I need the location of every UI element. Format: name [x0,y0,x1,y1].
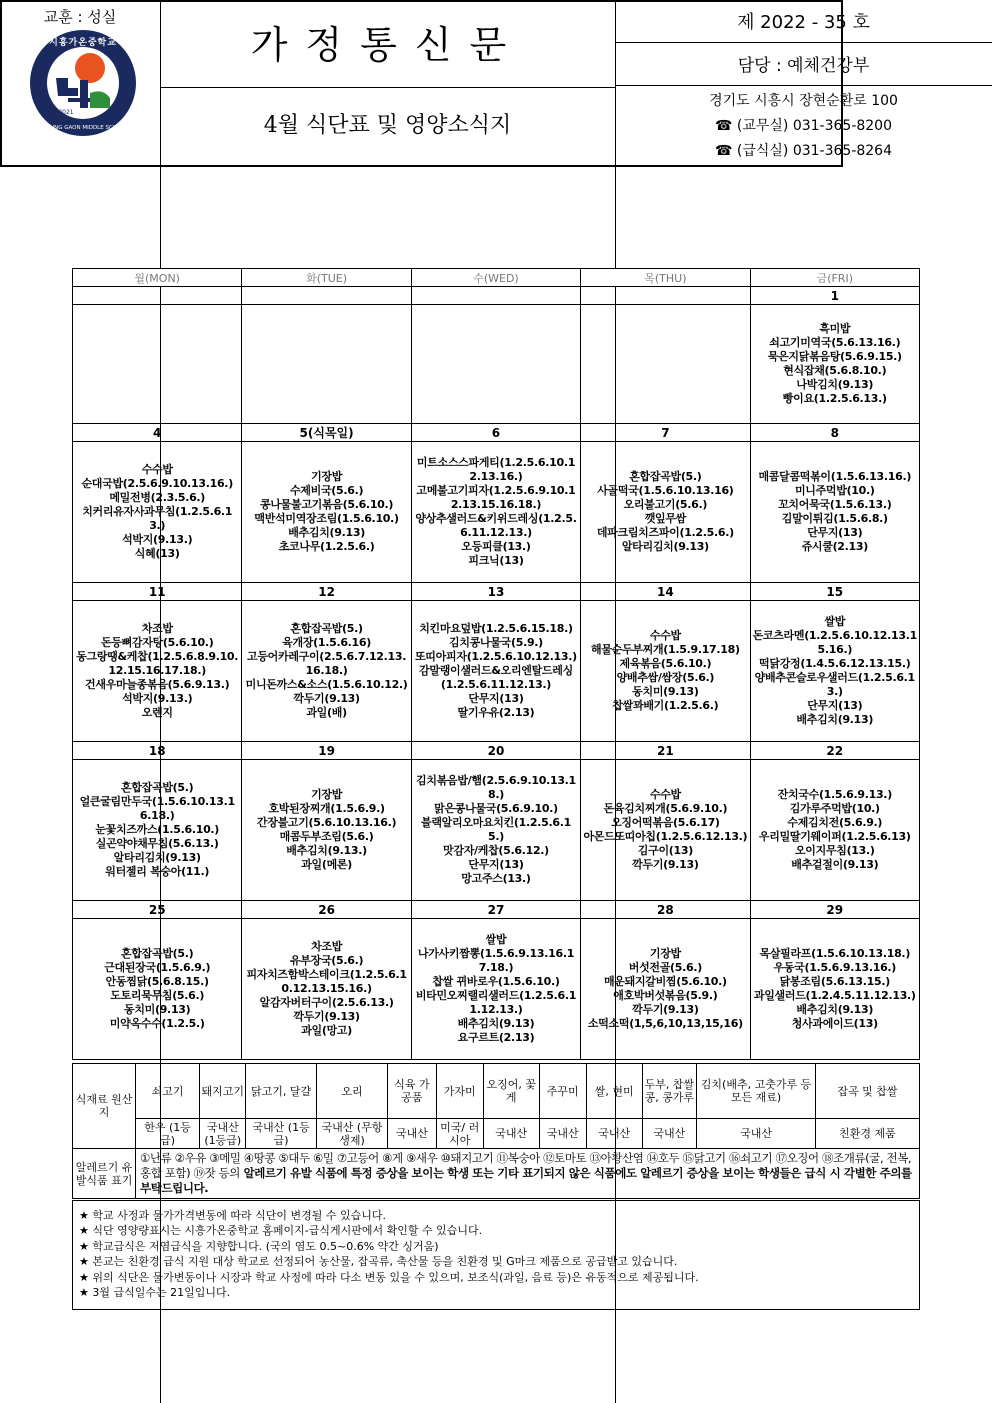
menu-item: 식혜(13) [134,547,180,560]
menu-cell [750,601,919,742]
menu-item: 기장밥 [649,947,681,960]
date-cell: 8 [750,424,919,442]
origin-item: 가자미 [436,1064,483,1119]
menu-item: 목살필라프(1.5.6.10.13.18.) [759,947,911,960]
menu-item: 블랙알리오마요치킨(1.2.5.6.15.) [421,816,571,843]
day-header: 목(THU) [581,269,750,287]
menu-item: 차조밥 [311,940,343,953]
menu-item: 쇠고기미역국(5.6.13.16.) [769,336,901,349]
menu-cell [73,760,242,901]
menu-item: 매콤두부조림(5.6.) [279,830,374,843]
menu-item: 유부장국(5.6.) [289,954,364,967]
origin-item: 닭고기, 달걀 [246,1064,316,1119]
menu-row [73,305,920,424]
date-cell: 22 [750,742,919,760]
note-line: ★ 3월 급식일수는 21일입니다. [79,1286,231,1300]
note-line: ★ 본교는 친환경 급식 지원 대상 학교로 선정되어 농산물, 잡곡류, 축산물 등을 친환경 및 G마크 제품으로 공급받고 있습니다. [79,1255,678,1269]
menu-item: 배추김치(9.13) [457,1017,535,1030]
menu-item: 배추겉절이(9.13) [791,858,879,871]
menu-item: 돈육김치찌개(5.6.9.10.) [603,802,728,815]
menu-item: 매운돼지갈비찜(5.6.10.) [603,975,727,988]
page-subtitle: 4월 식단표 및 영양소식지 [263,113,512,138]
menu-item: 닭봉조림(5.6.13.15.) [779,975,890,988]
menu-item: 안동찜닭(5.6.8.15.) [105,975,209,988]
date-row [73,583,920,601]
menu-item: 쥬시쿨(2.13) [801,540,868,553]
menu-item: 고메불고기피자(1.2.5.6.9.10.12.13.15.16.18.) [416,484,576,511]
menu-item: 또띠아피자(1.2.5.6.10.12.13.) [415,650,577,663]
menu-item: 버섯전골(5.6.) [628,961,702,974]
menu-cell [242,601,411,742]
origin-value: 국내산 [586,1119,642,1149]
origin-item: 오리 [316,1064,387,1119]
menu-item: 망고주스(13.) [461,872,531,885]
menu-item: 혼합잡곡밥(5.) [121,781,194,794]
origin-value: 국내산 [642,1119,697,1149]
menu-item: 동치미(9.13) [124,1003,191,1016]
note-line: ★ 학교 사정과 물가가격변동에 따라 식단이 변경될 수 있습니다. [79,1209,386,1222]
menu-item: 알감자버터구이(2.5.6.13.) [259,996,394,1009]
menu-item: 미니주먹밥(10.) [794,484,875,497]
date-cell [581,287,750,305]
menu-item: 얼큰굴림만두국(1.5.6.10.13.16.18.) [79,795,235,822]
menu-item: 맑은콩나물국(5.6.9.10.) [434,802,558,815]
menu-cell [581,305,750,424]
origin-value: 국내산 [539,1119,586,1149]
menu-item: 딸기우유(2.13) [457,706,535,719]
meal-calendar [72,268,920,1060]
date-cell: 14 [581,583,750,601]
menu-item: 워터젤리 복숭아(11.) [105,865,210,878]
origin-value: 국내산 [483,1119,539,1149]
origin-item: 잡곡 및 찹쌀 [815,1064,919,1119]
menu-item: 애호박버섯볶음(5.9.) [613,989,718,1002]
menu-item: 미트소스스파게티(1.2.5.6.10.12.13.16.) [416,456,576,483]
menu-cell [581,601,750,742]
menu-cell [750,760,919,901]
menu-item: 찹쌀 뀌바로우(1.5.6.10.) [432,975,560,988]
menu-cell [411,760,580,901]
menu-item: 오렌지 [141,706,173,719]
menu-item: 간장불고기(5.6.10.13.16.) [256,816,397,829]
menu-item: 나박김치(9.13) [796,378,874,391]
menu-item: 흑미밥 [819,322,851,335]
menu-item: 혼합잡곡밥(5.) [121,947,194,960]
menu-item: 수수밥 [649,629,681,642]
menu-row [73,760,920,901]
menu-item: 오징어떡볶음(5.6.17) [611,816,720,829]
menu-item: 오이지무침(13.) [794,844,875,857]
date-cell: 19 [242,742,411,760]
menu-item: 비타민오찌랠리샐러드(1.2.5.6.11.12.13.) [415,989,577,1016]
menu-item: 깻잎무쌈 [644,512,687,525]
day-header: 금(FRI) [750,269,919,287]
menu-item: 고등어카레구이(2.5.6.7.12.13.16.18.) [247,650,407,677]
menu-item: 과일샐러드(1.2.4.5.11.12.13.) [753,989,916,1002]
school-motto: 교훈 : 성실 [43,8,117,26]
school-logo [28,28,138,138]
note-line: ★ 학교급식은 저염급식을 지향합니다. (국의 염도 0.5~0.6% 약간 싱거움) [79,1239,439,1253]
menu-item: 동그랑땡&케찹(1.2.5.6.8.9.10.12.15.16.17.18.) [76,650,239,677]
menu-item: 차조밥 [141,622,173,635]
menu-item: 나가사키짬뽕(1.5.6.9.13.16.17.18.) [417,947,575,974]
school-address: 경기도 시흥시 장현순환로 100 [709,93,898,109]
menu-cell [750,442,919,583]
menu-item: 단무지(13) [468,692,524,705]
date-cell: 21 [581,742,750,760]
menu-cell [73,305,242,424]
origin-item: 쌀, 현미 [586,1064,642,1119]
menu-row [73,919,920,1060]
menu-item: 쌀밥 [485,933,507,946]
menu-item: 과일(망고) [301,1024,352,1037]
menu-item: 김가루주먹밥(10.) [789,802,880,815]
menu-item: 김치볶음밥/햄(2.5.6.9.10.13.18.) [416,774,576,801]
menu-cell [242,442,411,583]
date-row [73,742,920,760]
menu-item: 꼬치어묵국(1.5.6.13.) [778,498,892,511]
menu-item: 오리불고기(5.6.) [623,498,708,511]
calendar-body [73,287,920,1060]
menu-item: 김치콩나물국(5.9.) [449,636,543,649]
menu-cell [411,919,580,1060]
origin-value: 미국/ 러시아 [436,1119,483,1149]
menu-item: 오등피클(13.) [461,540,531,553]
menu-item: 피크닉(13) [468,554,524,567]
date-cell: 25 [73,901,242,919]
menu-item: 우리밀딸기웨이퍼(1.2.5.6.13) [758,830,911,843]
menu-item: 깍두기(9.13) [632,858,699,871]
menu-cell [581,919,750,1060]
date-cell [242,287,411,305]
menu-cell [242,760,411,901]
menu-item: 단무지(13) [807,699,863,712]
menu-item: 양상추샐러드&키위드레싱(1.2.5.6.11.12.13.) [415,512,577,539]
department: 담당 : 예체건강부 [737,56,870,76]
menu-item: 사골떡국(1.5.6.10.13.16) [597,484,734,497]
menu-item: 깍두기(9.13) [293,692,360,705]
date-cell: 4 [73,424,242,442]
date-cell [411,287,580,305]
menu-item: 수제비국(5.6.) [289,484,364,497]
menu-cell [581,442,750,583]
origin-item: 돼지고기 [200,1064,246,1119]
origin-table [72,1063,920,1199]
menu-item: 석박지(9.13.) [122,533,193,546]
menu-item: 양배추쌈/쌈장(5.6.) [616,671,715,684]
origin-value: 한우 (1등급) [136,1119,200,1149]
notes-box [72,1200,920,1310]
allergy-label: 알레르기 유발식품 표기 [73,1149,136,1199]
menu-item: 콩나물불고기볶음(5.6.10.) [260,498,394,511]
menu-item: 피자치즈함박스테이크(1.2.5.6.10.12.13.15.16.) [246,968,407,995]
menu-item: 호박된장찌개(1.5.6.9.) [268,802,385,815]
menu-item: 수수밥 [649,788,681,801]
menu-item: 찹쌀꽈배기(1.2.5.6.) [612,699,719,712]
menu-item: 배추김치(9.13) [288,526,365,539]
page-title: 가정통신문 [250,23,525,67]
menu-cell [581,760,750,901]
menu-item: 우동국(1.5.6.9.13.16.) [773,961,897,974]
allergy-warning: 알레르기 유발 식품에 특정 증상을 보이는 학생 또는 기타 표기되지 않은 식품에도 알레르기 증상을 보이는 학생들은 급식 시 각별한 주의를 부탁드립니다. [140,1166,912,1195]
date-cell: 6 [411,424,580,442]
menu-item: 빵이요(1.2.5.6.13.) [782,392,887,405]
menu-item: 돈등뼈감자탕(5.6.10.) [100,636,214,649]
menu-item: 떡닭강정(1.4.5.6.12.13.15.) [759,657,911,670]
menu-item: 단무지(13) [468,858,524,871]
note-line: ★ 위의 식단은 물가변동이나 시장과 학교 사정에 따라 다소 변동 있을 수 있으며, 보조식(과일, 음료 등)은 유동적으로 제공됩니다. [79,1270,699,1284]
cafeteria-phone: ☎ (급식실) 031-365-8264 [714,143,892,159]
menu-item: 김구이(13) [637,844,693,857]
menu-item: 쌀밥 [824,615,846,628]
menu-item: 치커리유자사과무침(1.2.5.6.13.) [82,505,233,532]
menu-item: 실곤약야채무침(5.6.13.) [95,837,219,850]
day-header: 화(TUE) [242,269,411,287]
menu-item: 양배추콘슬로우샐러드(1.2.5.6.13.) [754,671,915,698]
menu-item: 감말랭이샐러드&오리엔탈드레싱(1.2.5.6.11.12.13.) [419,664,573,691]
menu-cell [73,442,242,583]
menu-item: 청사과에이드(13) [791,1017,878,1030]
menu-item: 수제김치전(5.6.9.) [787,816,883,829]
menu-item: 아몬드또띠아칩(1.2.5.6.12.13.) [583,830,748,843]
menu-item: 눈꽃치즈까스(1.5.6.10.) [95,823,220,836]
menu-item: 초코나무(1.2.5.6.) [278,540,375,553]
menu-item: 혼합잡곡밥(5.) [629,470,702,483]
origin-item: 식육 가공품 [388,1064,436,1119]
menu-cell [750,305,919,424]
menu-item: 치킨마요덮밥(1.2.5.6.15.18.) [419,622,573,635]
menu-item: 과일(배) [306,706,347,719]
menu-item: 단무지(13) [807,526,863,539]
menu-item: 제육볶음(5.6.10.) [619,657,712,670]
header-box [0,0,898,167]
day-header: 월(MON) [73,269,242,287]
menu-item: 매콤달콤떡볶이(1.5.6.13.16.) [758,470,912,483]
menu-cell [411,305,580,424]
menu-item: 근대된장국(1.5.6.9.) [104,961,211,974]
menu-item: 깍두기(9.13) [632,1003,699,1016]
origin-value: 친환경 제품 [815,1119,919,1149]
menu-item: 잔치국수(1.5.6.9.13.) [777,788,892,801]
menu-item: 순대국밥(2.5.6.9.10.13.16.) [81,477,233,490]
menu-cell [411,442,580,583]
menu-cell [411,601,580,742]
date-cell: 26 [242,901,411,919]
menu-cell [73,601,242,742]
menu-item: 과일(메론) [301,858,352,871]
menu-item: 돈코츠라멘(1.2.5.6.10.12.13.15.16.) [752,629,917,656]
allergy-info [136,1149,920,1199]
menu-item: 기장밥 [311,788,343,801]
date-cell: 29 [750,901,919,919]
menu-item: 기장밥 [311,470,343,483]
origin-item: 오징어, 꽃게 [483,1064,539,1119]
origin-value: 국내산 [697,1119,816,1149]
menu-item: 맥반석미역장조림(1.5.6.10.) [254,512,399,525]
menu-row [73,601,920,742]
menu-item: 김말이튀김(1.5.6.8.) [781,512,888,525]
date-cell: 27 [411,901,580,919]
office-phone: ☎ (교무실) 031-365-8200 [714,118,892,134]
date-cell: 5(식목일) [242,424,411,442]
menu-item: 데파크림치즈파이(1.2.5.6.) [596,526,734,539]
date-row [73,287,920,305]
issue-number: 제 2022 - 35 호 [737,12,870,33]
menu-cell [750,919,919,1060]
svg-text:SIHEUNG GAON MIDDLE SCHOOL: SIHEUNG GAON MIDDLE SCHOOL [37,125,129,131]
origin-value: 국내산 (무항생제) [316,1119,387,1149]
menu-item: 동치미(9.13) [632,685,699,698]
menu-item: 소떡소떡(1,5,6,10,13,15,16) [587,1017,743,1030]
menu-item: 미니돈까스&소스(1.5.6.10.12.) [245,678,408,691]
allergy-items: ①난류 ②우유 ③메밀 ④땅콩 ⑤대두 ⑥밀 ⑦고등어 ⑧게 ⑨새우 ⑩돼지고기 ⑪복숭아 ⑫토마토 ⑬아황산염 ⑭호두 ⑮닭고기 ⑯쇠고기 ⑰오징어 ⑱조개류(굴, 전복, 홍합 포함) ⑲잣 등의 [140,1151,912,1180]
date-cell: 11 [73,583,242,601]
date-row [73,424,920,442]
menu-cell [242,305,411,424]
origin-item: 주꾸미 [539,1064,586,1119]
menu-item: 배추김치(9.13.) [286,844,367,857]
menu-item: 메밀전병(2.3.5.6.) [109,491,206,504]
date-cell: 28 [581,901,750,919]
note-line: ★ 식단 영양량표시는 시흥가온중학교 홈페이지-급식게시판에서 확인할 수 있습니다. [79,1224,483,1238]
menu-row [73,442,920,583]
origin-value: 국내산 [388,1119,436,1149]
menu-item: 배추김치(9.13) [796,1003,874,1016]
menu-item: 알타리김치(9.13) [113,851,201,864]
origin-item: 김치(배추, 고춧가루 등 모든 재료) [697,1064,816,1119]
date-cell: 7 [581,424,750,442]
date-row [73,901,920,919]
date-cell: 13 [411,583,580,601]
menu-item: 수수밥 [141,463,173,476]
date-cell: 12 [242,583,411,601]
date-cell: 20 [411,742,580,760]
menu-item: 도토리묵무침(5.6.) [110,989,205,1002]
date-cell: 1 [750,287,919,305]
menu-cell [242,919,411,1060]
menu-item: 깍두기(9.13) [293,1010,360,1023]
menu-item: 배추김치(9.13) [796,713,874,726]
origin-item: 두부, 찹쌀콩, 콩가루 [642,1064,697,1119]
menu-item: 미약옥수수(1.2.5.) [109,1017,205,1030]
origin-label: 식재료 원산지 [73,1064,136,1149]
menu-item: 맛감자/케찹(5.6.12.) [443,844,549,857]
svg-text:시흥가온중학교: 시흥가온중학교 [49,38,117,48]
origin-value: 국내산 (1등급) [200,1119,246,1149]
menu-item: 육개장(1.5.6.16) [282,636,371,649]
menu-item: 알타리김치(9.13) [621,540,709,553]
svg-text:2021: 2021 [58,109,74,116]
menu-item: 현식잡채(5.6.8.10.) [783,364,887,377]
origin-value: 국내산 (1등급) [246,1119,316,1149]
day-header: 수(WED) [411,269,580,287]
menu-item: 묵은지닭볶음탕(5.6.9.15.) [767,350,902,363]
date-cell [73,287,242,305]
menu-item: 건새우마늘종볶음(5.6.9.13.) [85,678,230,691]
date-cell: 15 [750,583,919,601]
menu-item: 해물순두부찌개(1.5.9.17.18) [591,643,740,656]
menu-item: 혼합잡곡밥(5.) [290,622,363,635]
menu-item: 석박지(9.13.) [122,692,193,705]
menu-item: 요구르트(2.13) [457,1031,535,1044]
origin-item: 쇠고기 [136,1064,200,1119]
menu-cell [73,919,242,1060]
date-cell: 18 [73,742,242,760]
